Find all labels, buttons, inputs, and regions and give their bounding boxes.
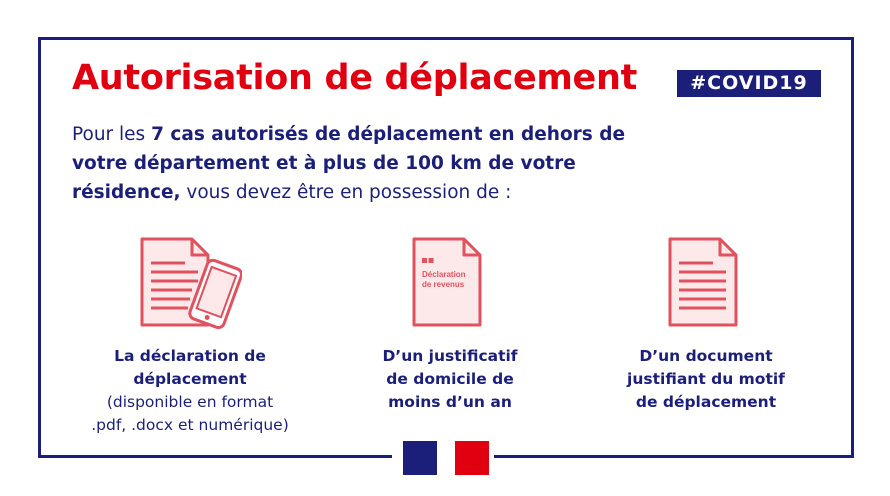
- page-title: Autorisation de déplacement: [72, 58, 638, 98]
- doc-label-line2: de revenus: [422, 280, 465, 289]
- item-proof-title-3: moins d’un an: [388, 393, 512, 411]
- document-icon: [668, 237, 740, 329]
- covid19-hashtag-badge: #COVID19: [677, 70, 821, 97]
- item-declaration-detail-2: .pdf, .docx et numérique): [91, 416, 289, 434]
- doc-label-line1: Déclaration: [422, 270, 466, 279]
- item-declaration-title-1: La déclaration de: [114, 347, 266, 365]
- item-declaration: [65, 345, 315, 437]
- intro-text-start: Pour les: [72, 124, 152, 145]
- tax-return-document-icon: [412, 237, 484, 329]
- intro-text-bold: 7 cas autorisés de déplacement en dehors de votre département et à plus de 100 km de votre résidence,: [72, 124, 626, 203]
- item-declaration-title-2: déplacement: [133, 370, 247, 388]
- item-declaration-detail-1: (disponible en format: [106, 393, 274, 411]
- item-proof-of-address: [325, 345, 575, 414]
- marianne-flag-logo: [403, 441, 489, 475]
- item-justification-title-2: justifiant du motif: [627, 370, 785, 388]
- flag-mark-icon: [422, 258, 427, 263]
- flag-white-band: [437, 441, 455, 475]
- intro-text-end: vous devez être en possession de :: [180, 182, 512, 203]
- item-justification-document: [581, 345, 831, 414]
- intro-text: [72, 120, 672, 207]
- item-proof-title-2: de domicile de: [386, 370, 514, 388]
- item-proof-title-1: D’un justificatif: [382, 347, 518, 365]
- document-with-phone-icon: [140, 237, 242, 329]
- flag-red-band: [455, 441, 489, 475]
- item-justification-title-1: D’un document: [639, 347, 773, 365]
- flag-blue-band: [403, 441, 437, 475]
- item-justification-title-3: de déplacement: [635, 393, 777, 411]
